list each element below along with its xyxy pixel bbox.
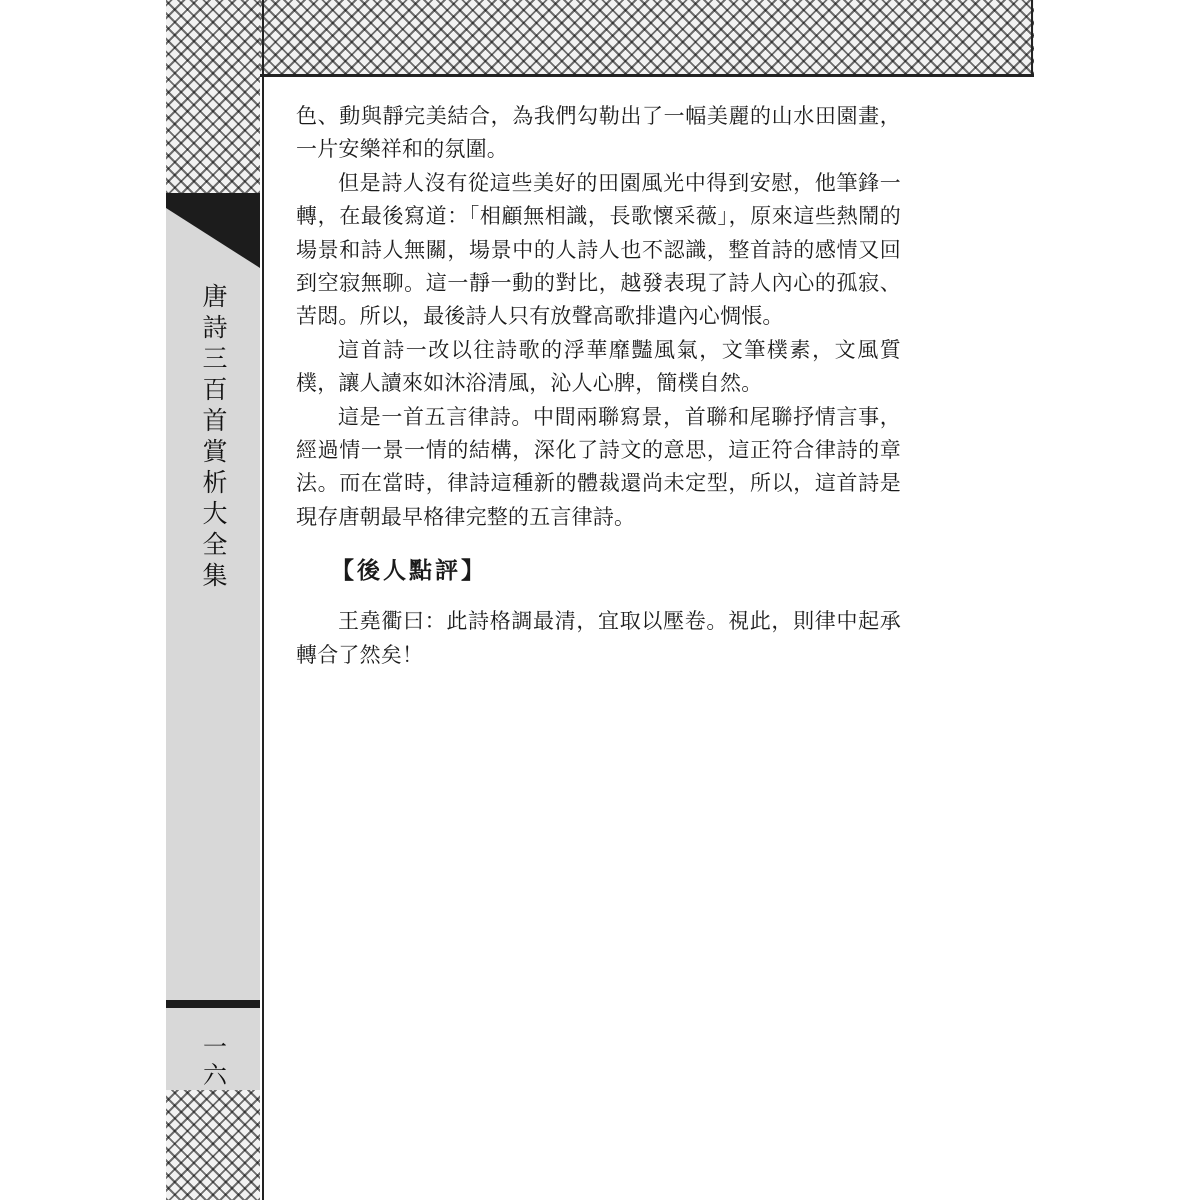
- side-title-panel: [166, 193, 260, 1090]
- side-panel-bar: [166, 193, 260, 208]
- margin-rule-right: [1031, 0, 1033, 77]
- paragraph: 這首詩一改以往詩歌的浮華靡豔風氣，文筆樸素，文風質樸，讓人讀來如沐浴清風，沁人心脾，簡樸自然。: [296, 337, 901, 396]
- page-number: 一六: [203, 1033, 227, 1089]
- section-heading: 【後人點評】: [331, 557, 487, 585]
- side-panel-wedge: [166, 208, 260, 268]
- main-text-column: [296, 100, 901, 672]
- top-decorative-border: [166, 0, 1034, 74]
- paragraph: 但是詩人沒有從這些美好的田園風光中得到安慰，他筆鋒一轉，在最後寫道：「相顧無相識，長歌懷采薇」，原來這些熱鬧的場景和詩人無關，場景中的人詩人也不認識，整首詩的感情又回到空寂無聊。這一靜一動的對比，越發表現了詩人內心的孤寂、苦悶。所以，最後詩人只有放聲高歌排遣內心惆悵。: [296, 170, 901, 329]
- book-title-vertical: 唐詩三百首賞析大全集: [202, 282, 228, 590]
- paragraph: 這是一首五言律詩。中間兩聯寫景，首聯和尾聯抒情言事，經過情一景一情的結構，深化了詩文的意思，這正符合律詩的章法。而在當時，律詩這種新的體裁還尚未定型，所以，這首詩是現存唐朝最早格律完整的五言律詩。: [296, 404, 901, 529]
- margin-rule-left: [262, 0, 264, 1200]
- top-rule: [260, 74, 1034, 77]
- side-decorative-border-top: [166, 0, 260, 193]
- side-panel-divider: [166, 1000, 260, 1008]
- side-decorative-border-bottom: [166, 1090, 260, 1200]
- commentary-paragraph: 王堯衢曰：此詩格調最清，宜取以壓卷。視此，則律中起承轉合了然矣！: [296, 609, 901, 667]
- paragraph: 色、動與靜完美結合，為我們勾勒出了一幅美麗的山水田園畫，一片安樂祥和的氛圍。: [296, 104, 901, 162]
